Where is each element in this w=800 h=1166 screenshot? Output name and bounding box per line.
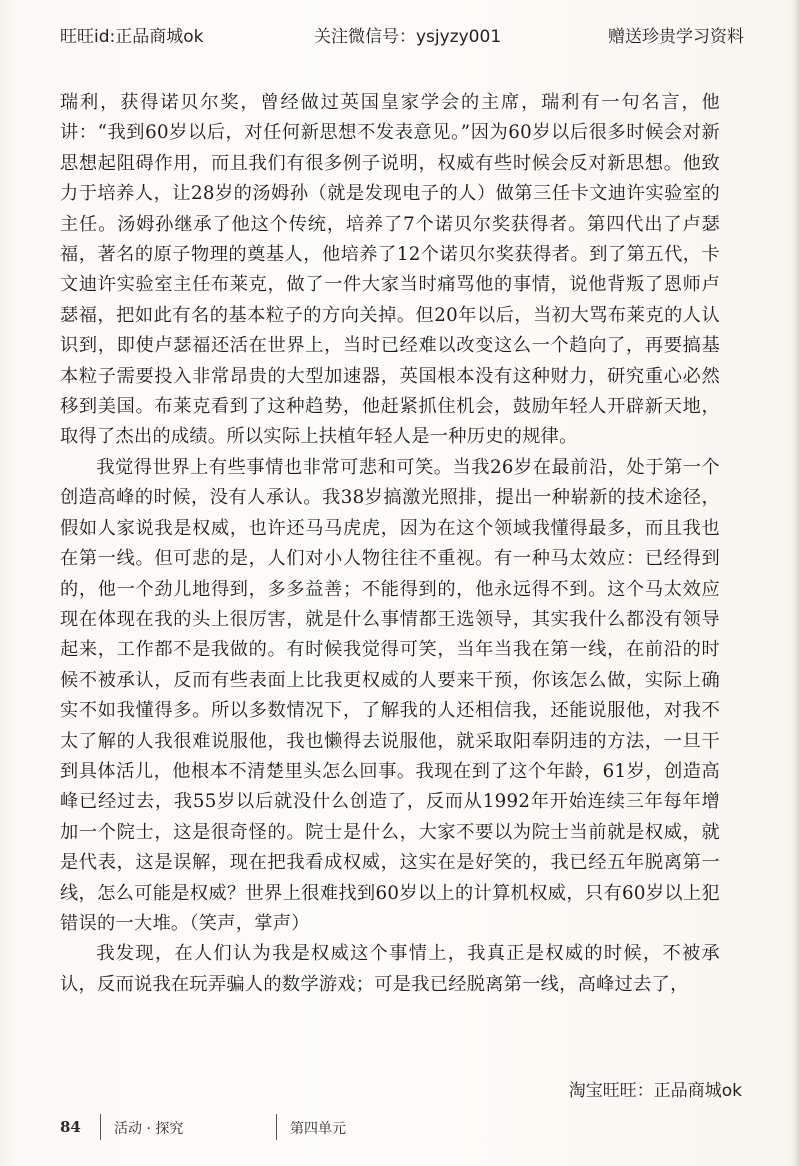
watermark-text: 淘宝旺旺：正品商城ok [568,1081,742,1101]
footer-unit-label: 第四单元 [290,1121,346,1137]
header-center-text: 关注微信号：ysjyzy001 [314,27,502,47]
page-number: 84 [60,1118,81,1136]
paragraph-1: 瑞利，获得诺贝尔奖，曾经做过英国皇家学会的主席，瑞利有一句名言，他讲：“我到60岁以后，对任何新思想不发表意见。”因为60岁以后很多时候会对新思想起阻碍作用，而且我们有很多例子说明，权威有些时候会反对新思想。他致力于培养人，让28岁的汤姆孙（就是发现电子的人）做第三任卡文迪许实验室的主任。汤姆孙继承了他这个传统，培养了7个诺贝尔奖获得者。第四代出了卢瑟福，著名的原子物理的奠基人，他培养了12个诺贝尔奖获得者。到了第五代，卡文迪许实验室主任布莱克，做了一件大家当时痛骂他的事情，说他背叛了恩师卢瑟福，把如此有名的基本粒子的方向关掉。但20年以后，当初大骂布莱克的人认识到，即使卢瑟福还活在世界上，当时已经难以改变这么一个趋向了，再要搞基本粒子需要投入非常昂贵的大型加速器，英国根本没有这种财力，研究重心必然移到美国。布莱克看到了这种趋势，他赶紧抓住机会，鼓励年轻人开辟新天地，取得了杰出的成绩。所以实际上扶植年轻人是一种历史的规律。 [60,92,720,448]
page-footer [0,1118,800,1148]
footer-divider [100,1114,101,1140]
header-right-text: 赠送珍贵学习资料 [608,27,744,47]
page-header [0,22,800,54]
paragraph-3: 我发现，在人们认为我是权威这个事情上，我真正是权威的时候，不被承认，反而说我在玩弄骗人的数学游戏；可是我已经脱离第一线，高峰过去了， [60,943,720,995]
paragraph-2: 我觉得世界上有些事情也非常可悲和可笑。当我26岁在最前沿，处于第一个创造高峰的时候，没有人承认。我38岁搞激光照排，提出一种崭新的技术途径，假如人家说我是权威，也许还马马虎虎，因为在这个领域我懂得最多，而且我也在第一线。但可悲的是，人们对小人物往往不重视。有一种马太效应：已经得到的，他一个劲儿地得到，多多益善；不能得到的，他永远得不到。这个马太效应现在体现在我的头上很厉害，就是什么事情都王选领导，其实我什么都没有领导起来，工作都不是我做的。有时候我觉得可笑，当年当我在第一线，在前沿的时候不被承认，反而有些表面上比我更权威的人要来干预，你该怎么做，实际上确实不如我懂得多。所以多数情况下，了解我的人还相信我，还能说服他，对我不太了解的人我很难说服他，我也懒得去说服他，就采取阳奉阴违的方法，一旦干到具体活儿，他根本不清楚里头怎么回事。我现在到了这个年龄，61岁，创造高峰已经过去，我55岁以后就没什么创造了，反而从1992年开始连续三年每年增加一个院士，这是很奇怪的。院士是什么，大家不要以为院士当前就是权威，就是代表，这是误解，现在把我看成权威，这实在是好笑的，我已经五年脱离第一线，怎么可能是权威？世界上很难找到60岁以上的计算机权威，只有60岁以上犯错误的一大堆。（笑声，掌声） [60,456,720,934]
body-text [60,88,720,1000]
footer-divider [276,1114,277,1140]
header-left-text: 旺旺id:正品商城ok [60,27,204,47]
page-edge-shadow [794,0,800,1166]
footer-section-label: 活动 · 探究 [114,1121,184,1137]
